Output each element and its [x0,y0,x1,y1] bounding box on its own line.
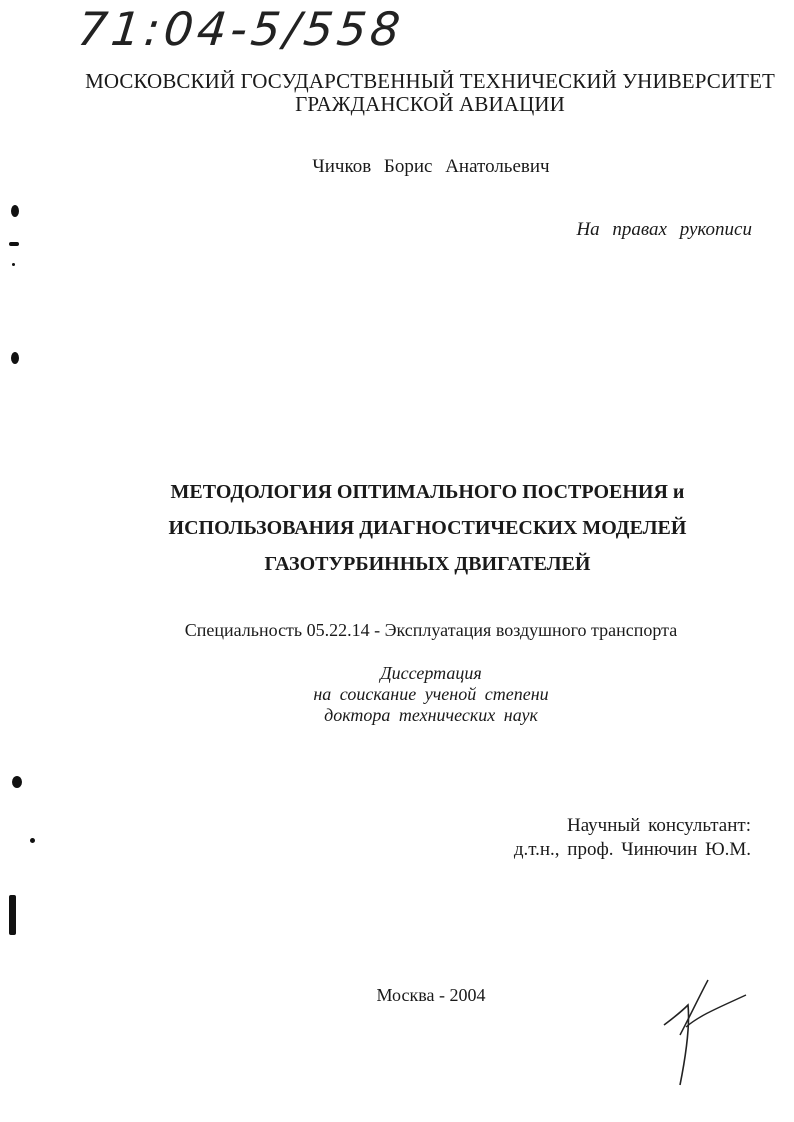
consultant-name: д.т.н., проф. Чинючин Ю.М. [513,839,751,860]
handwritten-signature [650,975,760,1090]
scan-mark-dot [11,352,19,364]
city-and-year: Москва - 2004 [376,985,486,1005]
specialty-line: Специальность 05.22.14 - Эксплуатация воздушного транспорта [184,620,678,640]
title-line-2: ИСПОЛЬЗОВАНИЯ ДИАГНОСТИЧЕСКИХ МОДЕЛЕЙ [168,517,687,539]
scan-mark-dash [9,242,19,246]
signature-stroke [686,995,746,1027]
signature-stroke [680,980,708,1035]
university-name-line-2: ГРАЖДАНСКОЙ АВИАЦИИ [295,92,565,116]
title-line-1: МЕТОДОЛОГИЯ ОПТИМАЛЬНОГО ПОСТРОЕНИЯ и [170,481,685,503]
title-line-3: ГАЗОТУРБИННЫХ ДВИГАТЕЛЕЙ [264,553,591,575]
university-name-line-1: МОСКОВСКИЙ ГОСУДАРСТВЕННЫЙ ТЕХНИЧЕСКИЙ УНИВЕРСИТЕТ [85,69,775,93]
scan-mark-dot [11,205,19,217]
dissertation-degree-block [0,663,794,726]
scan-mark-speck [12,263,15,266]
dissertation-title [30,474,794,582]
dissertation-label: Диссертация [380,663,482,683]
handwritten-archive-code: 71:04-5/558 [75,2,407,56]
manuscript-rights-note: На правах рукописи [576,219,752,240]
scan-mark-speck [30,838,35,843]
author-name: Чичков Борис Анатольевич [312,156,550,177]
scientific-consultant-block [514,814,751,862]
consultant-label: Научный консультант: [566,815,751,836]
degree-line-2: доктора технических наук [324,705,538,725]
signature-stroke [664,1005,689,1085]
scan-mark-bar [9,895,16,935]
scan-mark-dot [12,776,22,788]
degree-line-1: на соискание ученой степени [313,684,549,704]
